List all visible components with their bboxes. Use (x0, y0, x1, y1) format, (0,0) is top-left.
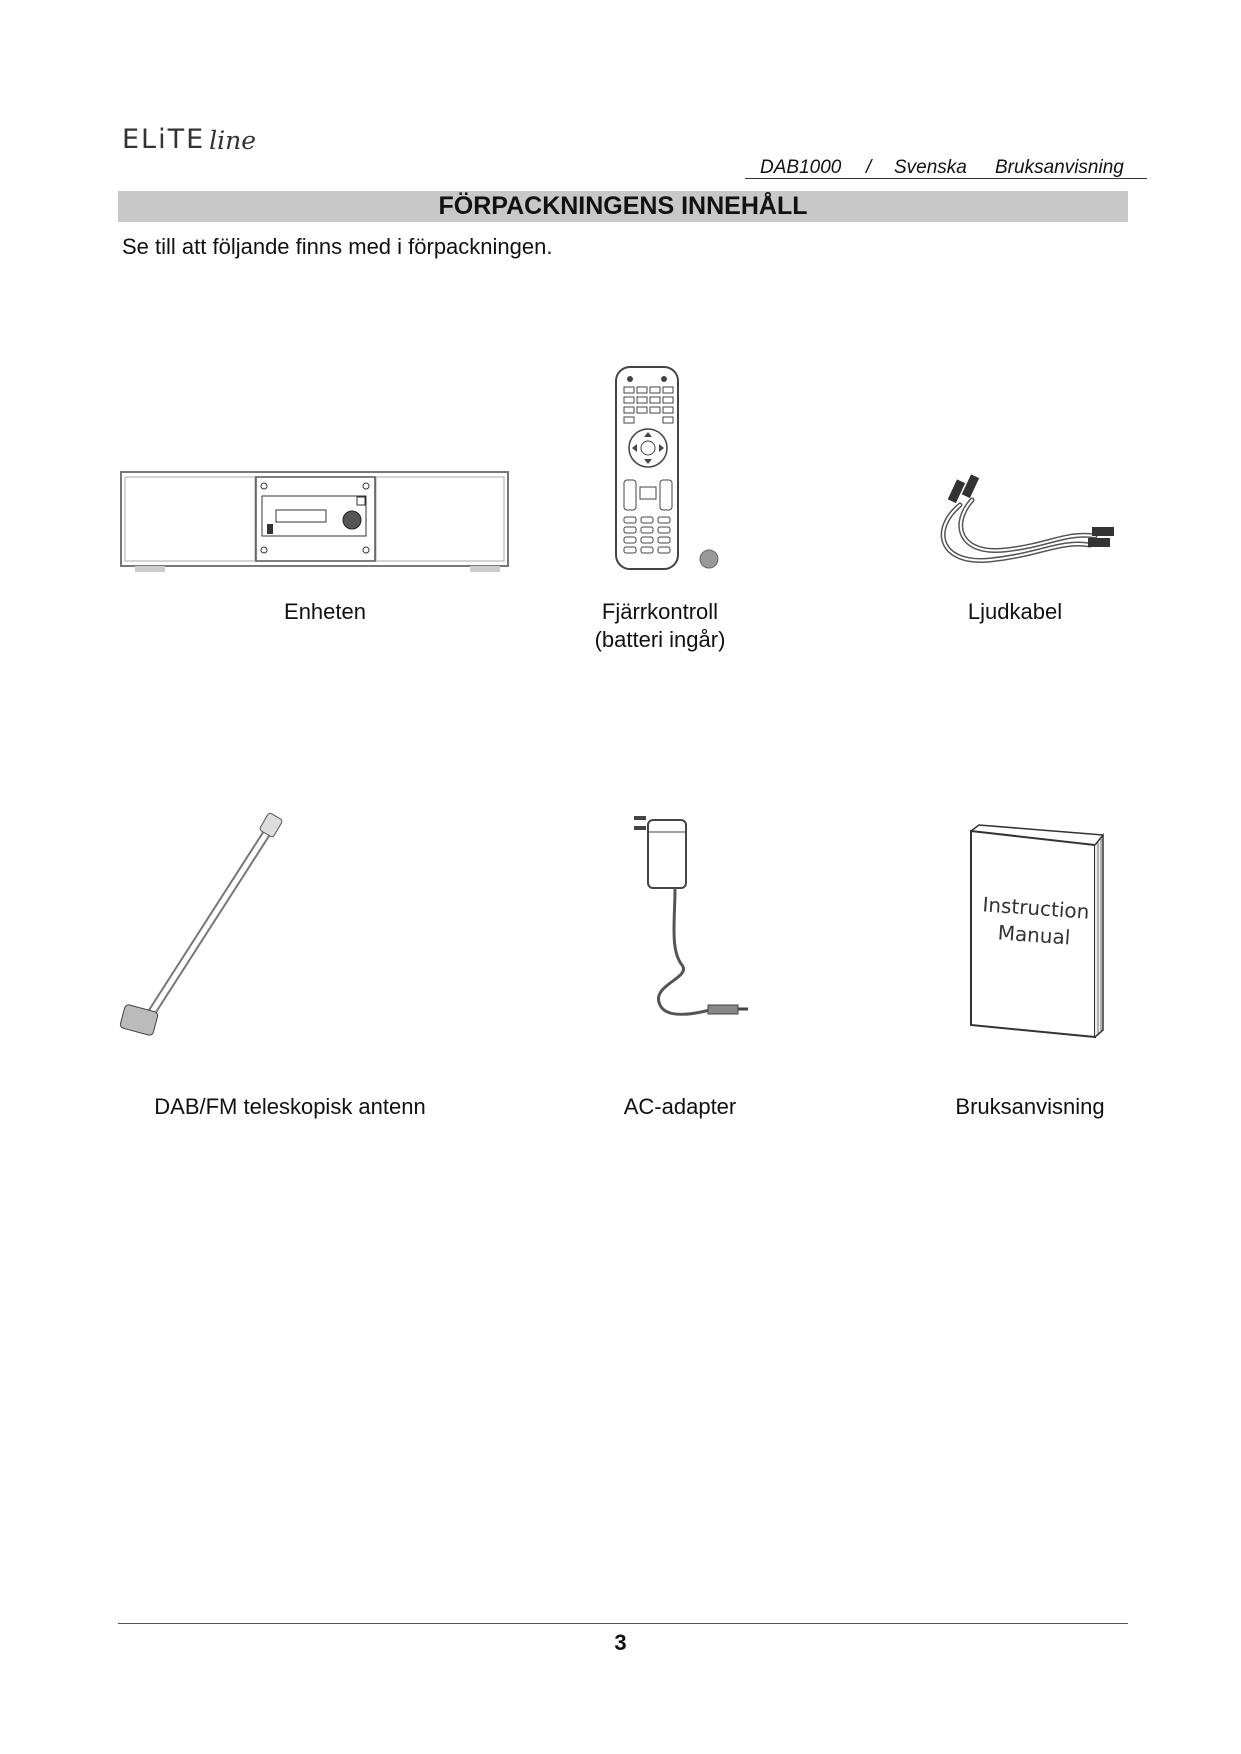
header-doc-type: Bruksanvisning (995, 157, 1124, 178)
caption-remote-line1: Fjärrkontroll (601, 599, 719, 624)
manual-cover-text (973, 891, 1096, 953)
logo-main-text: ELiTE (122, 124, 206, 155)
footer-divider (118, 1623, 1128, 1624)
caption-remote (560, 598, 760, 654)
header-language: Svenska (894, 157, 967, 178)
section-title: FÖRPACKNINGENS INNEHÅLL (438, 192, 808, 220)
caption-audio-cable: Ljudkabel (967, 599, 1063, 624)
remote-illustration (610, 365, 730, 575)
antenna-illustration (120, 810, 300, 1045)
section-title-bar (118, 191, 1128, 222)
intro-text: Se till att följande finns med i förpackningen. (122, 234, 553, 259)
ac-adapter-illustration (630, 810, 780, 1045)
manual-cover-line1: Instruction (981, 892, 1091, 924)
caption-ac-adapter: AC-adapter (623, 1094, 737, 1119)
audio-cable-illustration (930, 470, 1120, 580)
caption-antenna: DAB/FM teleskopisk antenn (154, 1094, 426, 1119)
page-number: 3 (614, 1630, 627, 1655)
unit-illustration (120, 470, 510, 575)
caption-remote-line2: (batteri ingår) (594, 627, 726, 652)
caption-manual: Bruksanvisning (955, 1094, 1105, 1119)
logo-sub-text: line (209, 126, 257, 155)
header-underline (745, 178, 1147, 179)
manual-cover-line2: Manual (997, 920, 1072, 950)
brand-logo (122, 124, 256, 155)
header-separator: / (866, 157, 872, 178)
caption-unit: Enheten (284, 599, 366, 624)
header-model: DAB1000 (760, 157, 842, 178)
